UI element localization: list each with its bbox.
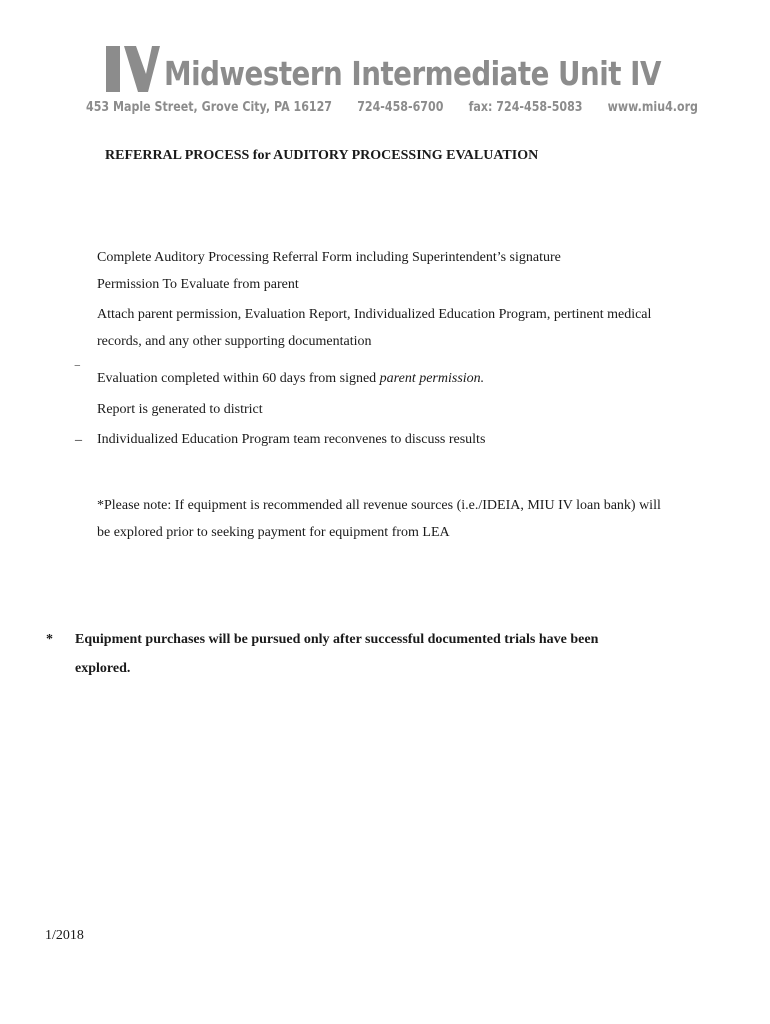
step-evaluation-text: Evaluation completed within 60 days from signed [97, 371, 380, 386]
footnote-line2: explored. [75, 661, 131, 676]
step-attach-docs-line1: Attach parent permission, Evaluation Report, Individualized Education Program, pertinent medical [97, 307, 652, 322]
step-evaluation [97, 371, 484, 387]
note-line1: *Please note: If equipment is recommended all revenue sources (i.e./IDEIA, MIU IV loan bank) will [97, 498, 661, 513]
phone: 724-458-6700 [357, 99, 444, 115]
step-attach-docs-line2: records, and any other supporting documentation [97, 334, 372, 349]
dash-marker: ‾ [75, 365, 80, 380]
org-name: Midwestern Intermediate Unit IV [164, 54, 661, 93]
website: www.miu4.org [607, 99, 698, 115]
miu-logo-icon [100, 44, 160, 94]
note-line2: be explored prior to seeking payment for equipment from LEA [97, 525, 450, 540]
step-iep-reconvene: Individualized Education Program team reconvenes to discuss results [97, 432, 486, 447]
document-title: REFERRAL PROCESS for AUDITORY PROCESSING EVALUATION [105, 148, 539, 163]
address: 453 Maple Street, Grove City, PA 16127 [86, 99, 333, 115]
letterhead [0, 0, 770, 130]
parent-permission-emphasis: parent permission. [379, 371, 485, 386]
footer-date: 1/2018 [45, 928, 84, 943]
step-referral-form: Complete Auditory Processing Referral Form including Superintendent’s signature [97, 250, 561, 265]
fax: fax: 724-458-5083 [468, 99, 583, 115]
contact-line [86, 99, 719, 115]
footnote-line1: Equipment purchases will be pursued only after successful documented trials have been [75, 632, 599, 647]
dash-marker: _ [75, 428, 82, 443]
step-report: Report is generated to district [97, 402, 263, 417]
footnote-marker: * [46, 632, 53, 647]
step-permission: Permission To Evaluate from parent [97, 277, 299, 292]
